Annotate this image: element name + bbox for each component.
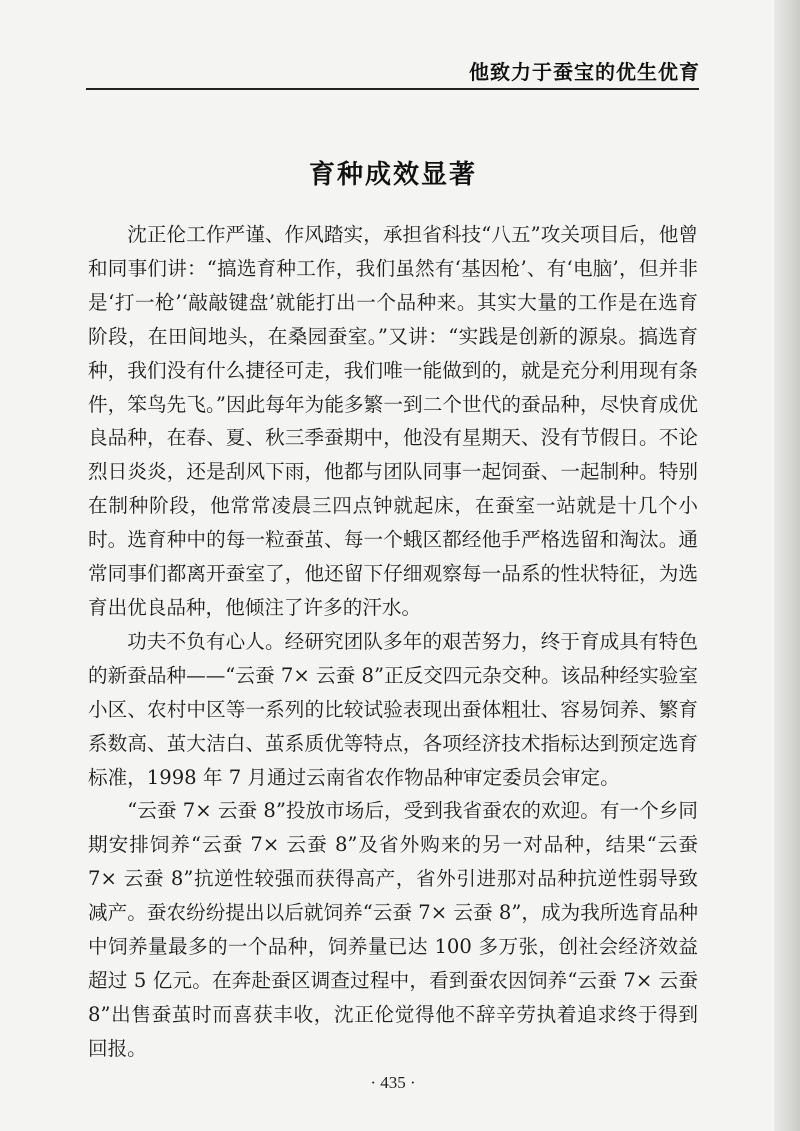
page-number: · 435 · [370, 1073, 416, 1092]
header-rule [86, 88, 699, 90]
section-title: 育种成效显著 [308, 160, 477, 190]
paragraph-3: “云蚕 7× 云蚕 8”投放市场后，受到我省蚕农的欢迎。有一个乡同期安排饲养“云蚕 7× 云蚕 8”及省外购来的另一对品种，结果“云蚕 7× 云蚕 8”抗逆性较强而获得高产，省外引进那对品种抗逆性弱导致减产。蚕农纷纷提出以后就饲养“云蚕 7× 云蚕 8”，成为我所选育品种中饲养量最多的一个品种，饲养量已达 100 多万张，创社会经济效益超过 5 亿元。在奔赴蚕区调查过程中，看到蚕农因饲养“云蚕 7× 云蚕 8”出售蚕茧时而喜获丰收，沈正伦觉得他不辞辛劳执着追求终于得到回报。 [88, 799, 698, 1060]
paragraph-2: 功夫不负有心人。经研究团队多年的艰苦努力，终于育成具有特色的新蚕品种——“云蚕 7× 云蚕 8”正反交四元杂交种。该品种经实验室小区、农村中区等一系列的比较试验表现出蚕体粗壮、容易饲养、繁育系数高、茧大洁白、茧系质优等特点，各项经济技术指标达到预定选育标准，1998 年 7 月通过云南省农作物品种审定委员会审定。 [88, 629, 698, 789]
article-body [88, 218, 698, 1066]
paragraph-1: 沈正伦工作严谨、作风踏实，承担省科技“八五”攻关项目后，他曾和同事们讲：“搞选育种工作，我们虽然有‘基因枪’、有‘电脑’，但并非是‘打一枪’‘敲敲键盘’就能打出一个品种来。其实大量的工作是在选育阶段，在田间地头，在桑园蚕室。”又讲：“实践是创新的源泉。搞选育种，我们没有什么捷径可走，我们唯一能做到的，就是充分利用现有条件，笨鸟先飞。”因此每年为能多繁一到二个世代的蚕品种，尽快育成优良品种，在春、夏、秋三季蚕期中，他没有星期天、没有节假日。不论烈日炎炎，还是刮风下雨，他都与团队同事一起饲蚕、一起制种。特别在制种阶段，他常常凌晨三四点钟就起床，在蚕室一站就是十几个小时。选育种中的每一粒蚕茧、每一个蛾区都经他手严格选留和淘汰。通常同事们都离开蚕室了，他还留下仔细观察每一品系的性状特征，为选育出优良品种，他倾注了许多的汗水。 [88, 223, 698, 619]
running-header: 他致力于蚕宝的优生优育 [469, 60, 700, 84]
